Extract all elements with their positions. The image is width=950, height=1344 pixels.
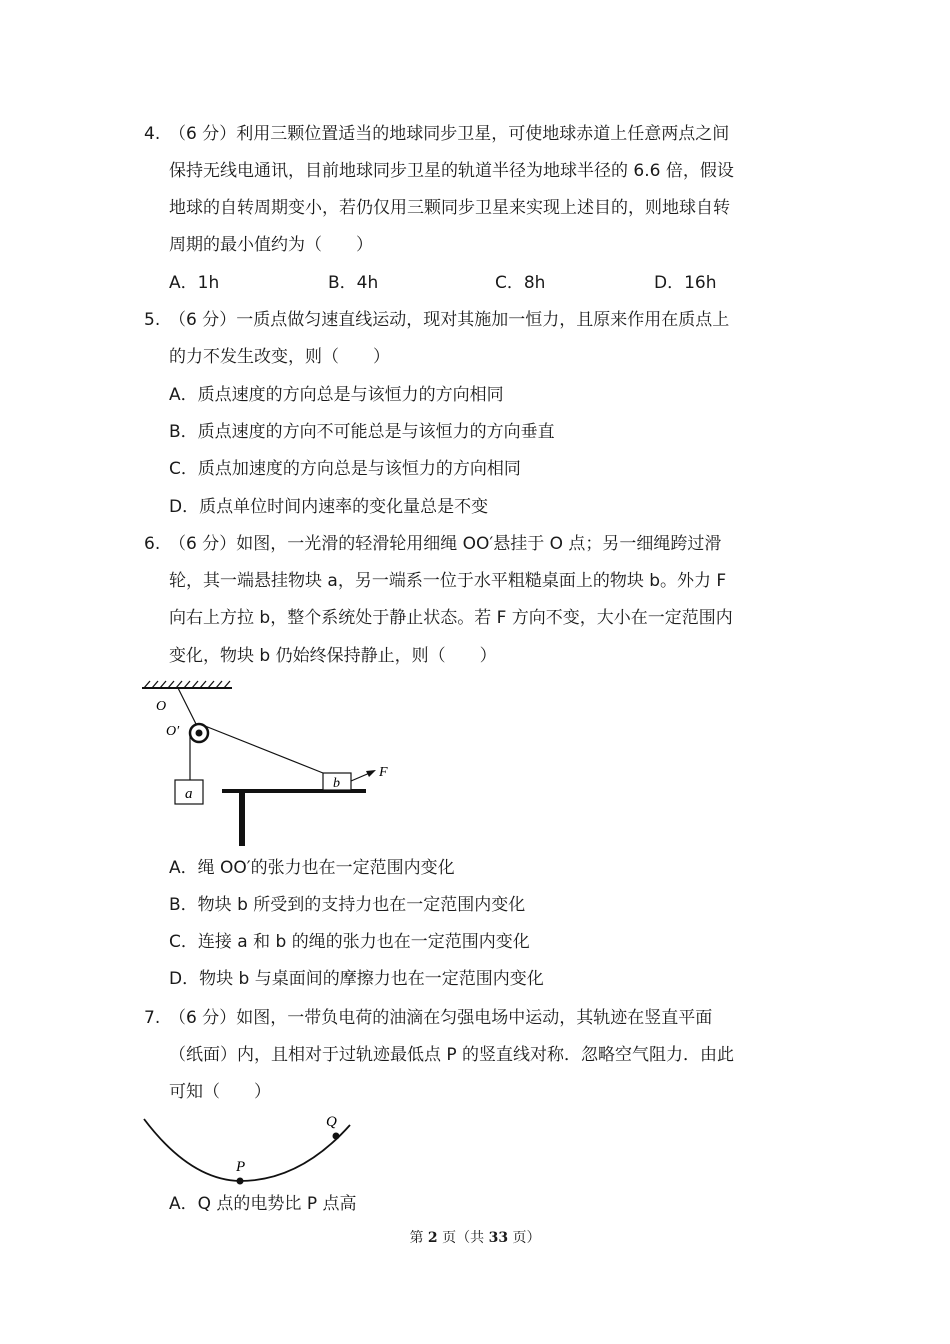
question-text-line: 保持无线电通讯，目前地球同步卫星的轨道半径为地球半径的 6.6 倍，假设 [169, 161, 734, 181]
footer-prefix: 第 [409, 1230, 428, 1246]
option-b: B．4h [328, 273, 379, 293]
rope-oo [178, 688, 198, 728]
question-text-line: 的力不发生改变，则（ ） [169, 347, 390, 367]
force-arrowhead [366, 770, 376, 777]
footer-page-number: 2 [427, 1230, 438, 1246]
footer-suffix: 页） [508, 1230, 541, 1246]
question-number: 7. [144, 1008, 161, 1028]
option-a: A．质点速度的方向总是与该恒力的方向相同 [169, 385, 504, 405]
label-b: b [333, 776, 340, 791]
option-b: B．物块 b 所受到的支持力也在一定范围内变化 [169, 895, 526, 915]
option-a: A．绳 OO′的张力也在一定范围内变化 [169, 858, 455, 878]
ceiling-hatch [144, 681, 230, 688]
point-p [237, 1178, 244, 1185]
question-text-line: （纸面）内，且相对于过轨迹最低点 P 的竖直线对称．忽略空气阻力．由此 [169, 1045, 735, 1065]
label-a: a [185, 786, 193, 802]
pulley-axle [196, 730, 203, 737]
option-d: D．16h [654, 273, 717, 293]
question-text-line: 周期的最小值约为（ ） [169, 235, 373, 255]
label-f: F [379, 765, 388, 780]
trajectory-figure [140, 1105, 360, 1190]
option-b: B．质点速度的方向不可能总是与该恒力的方向垂直 [169, 422, 555, 442]
option-a: A．Q 点的电势比 P 点高 [169, 1194, 357, 1214]
option-a: A．1h [169, 273, 220, 293]
trajectory-curve [144, 1119, 350, 1181]
point-q [333, 1133, 340, 1140]
option-c: C．连接 a 和 b 的绳的张力也在一定范围内变化 [169, 932, 530, 952]
question-number: 6. [144, 534, 161, 554]
page-footer [0, 1227, 950, 1247]
rope-to-b [200, 724, 323, 773]
question-text-line: 轮，其一端悬挂物块 a，另一端系一位于水平粗糙桌面上的物块 b。外力 F [169, 571, 727, 591]
question-text-line: 可知（ ） [169, 1082, 271, 1102]
question-text-line: 地球的自转周期变小，若仍仅用三颗同步卫星来实现上述目的，则地球自转 [169, 198, 730, 218]
option-c: C．8h [495, 273, 546, 293]
question-text-line: （6 分）利用三颗位置适当的地球同步卫星，可使地球赤道上任意两点之间 [169, 124, 730, 144]
label-o: O [156, 699, 167, 714]
question-number: 5. [144, 310, 161, 330]
option-c: C．质点加速度的方向总是与该恒力的方向相同 [169, 459, 521, 479]
question-text-line: 向右上方拉 b，整个系统处于静止状态。若 F 方向不变，大小在一定范围内 [169, 608, 733, 628]
option-d: D．物块 b 与桌面间的摩擦力也在一定范围内变化 [169, 969, 544, 989]
question-number: 4. [144, 124, 161, 144]
label-o-prime: O′ [166, 724, 180, 739]
question-text-line: （6 分）如图，一带负电荷的油滴在匀强电场中运动，其轨迹在竖直平面 [169, 1008, 713, 1028]
footer-total-pages: 33 [488, 1230, 509, 1246]
pulley-figure [140, 680, 400, 848]
footer-mid: 页（共 [437, 1230, 489, 1246]
label-q: Q [326, 1114, 337, 1130]
question-text-line: （6 分）如图，一光滑的轻滑轮用细绳 OO′悬挂于 O 点；另一细绳跨过滑 [169, 534, 722, 554]
label-p: P [236, 1159, 246, 1175]
question-text-line: 变化，物块 b 仍始终保持静止，则（ ） [169, 646, 497, 666]
question-text-line: （6 分）一质点做匀速直线运动，现对其施加一恒力，且原来作用在质点上 [169, 310, 730, 330]
option-d: D．质点单位时间内速率的变化量总是不变 [169, 497, 489, 517]
